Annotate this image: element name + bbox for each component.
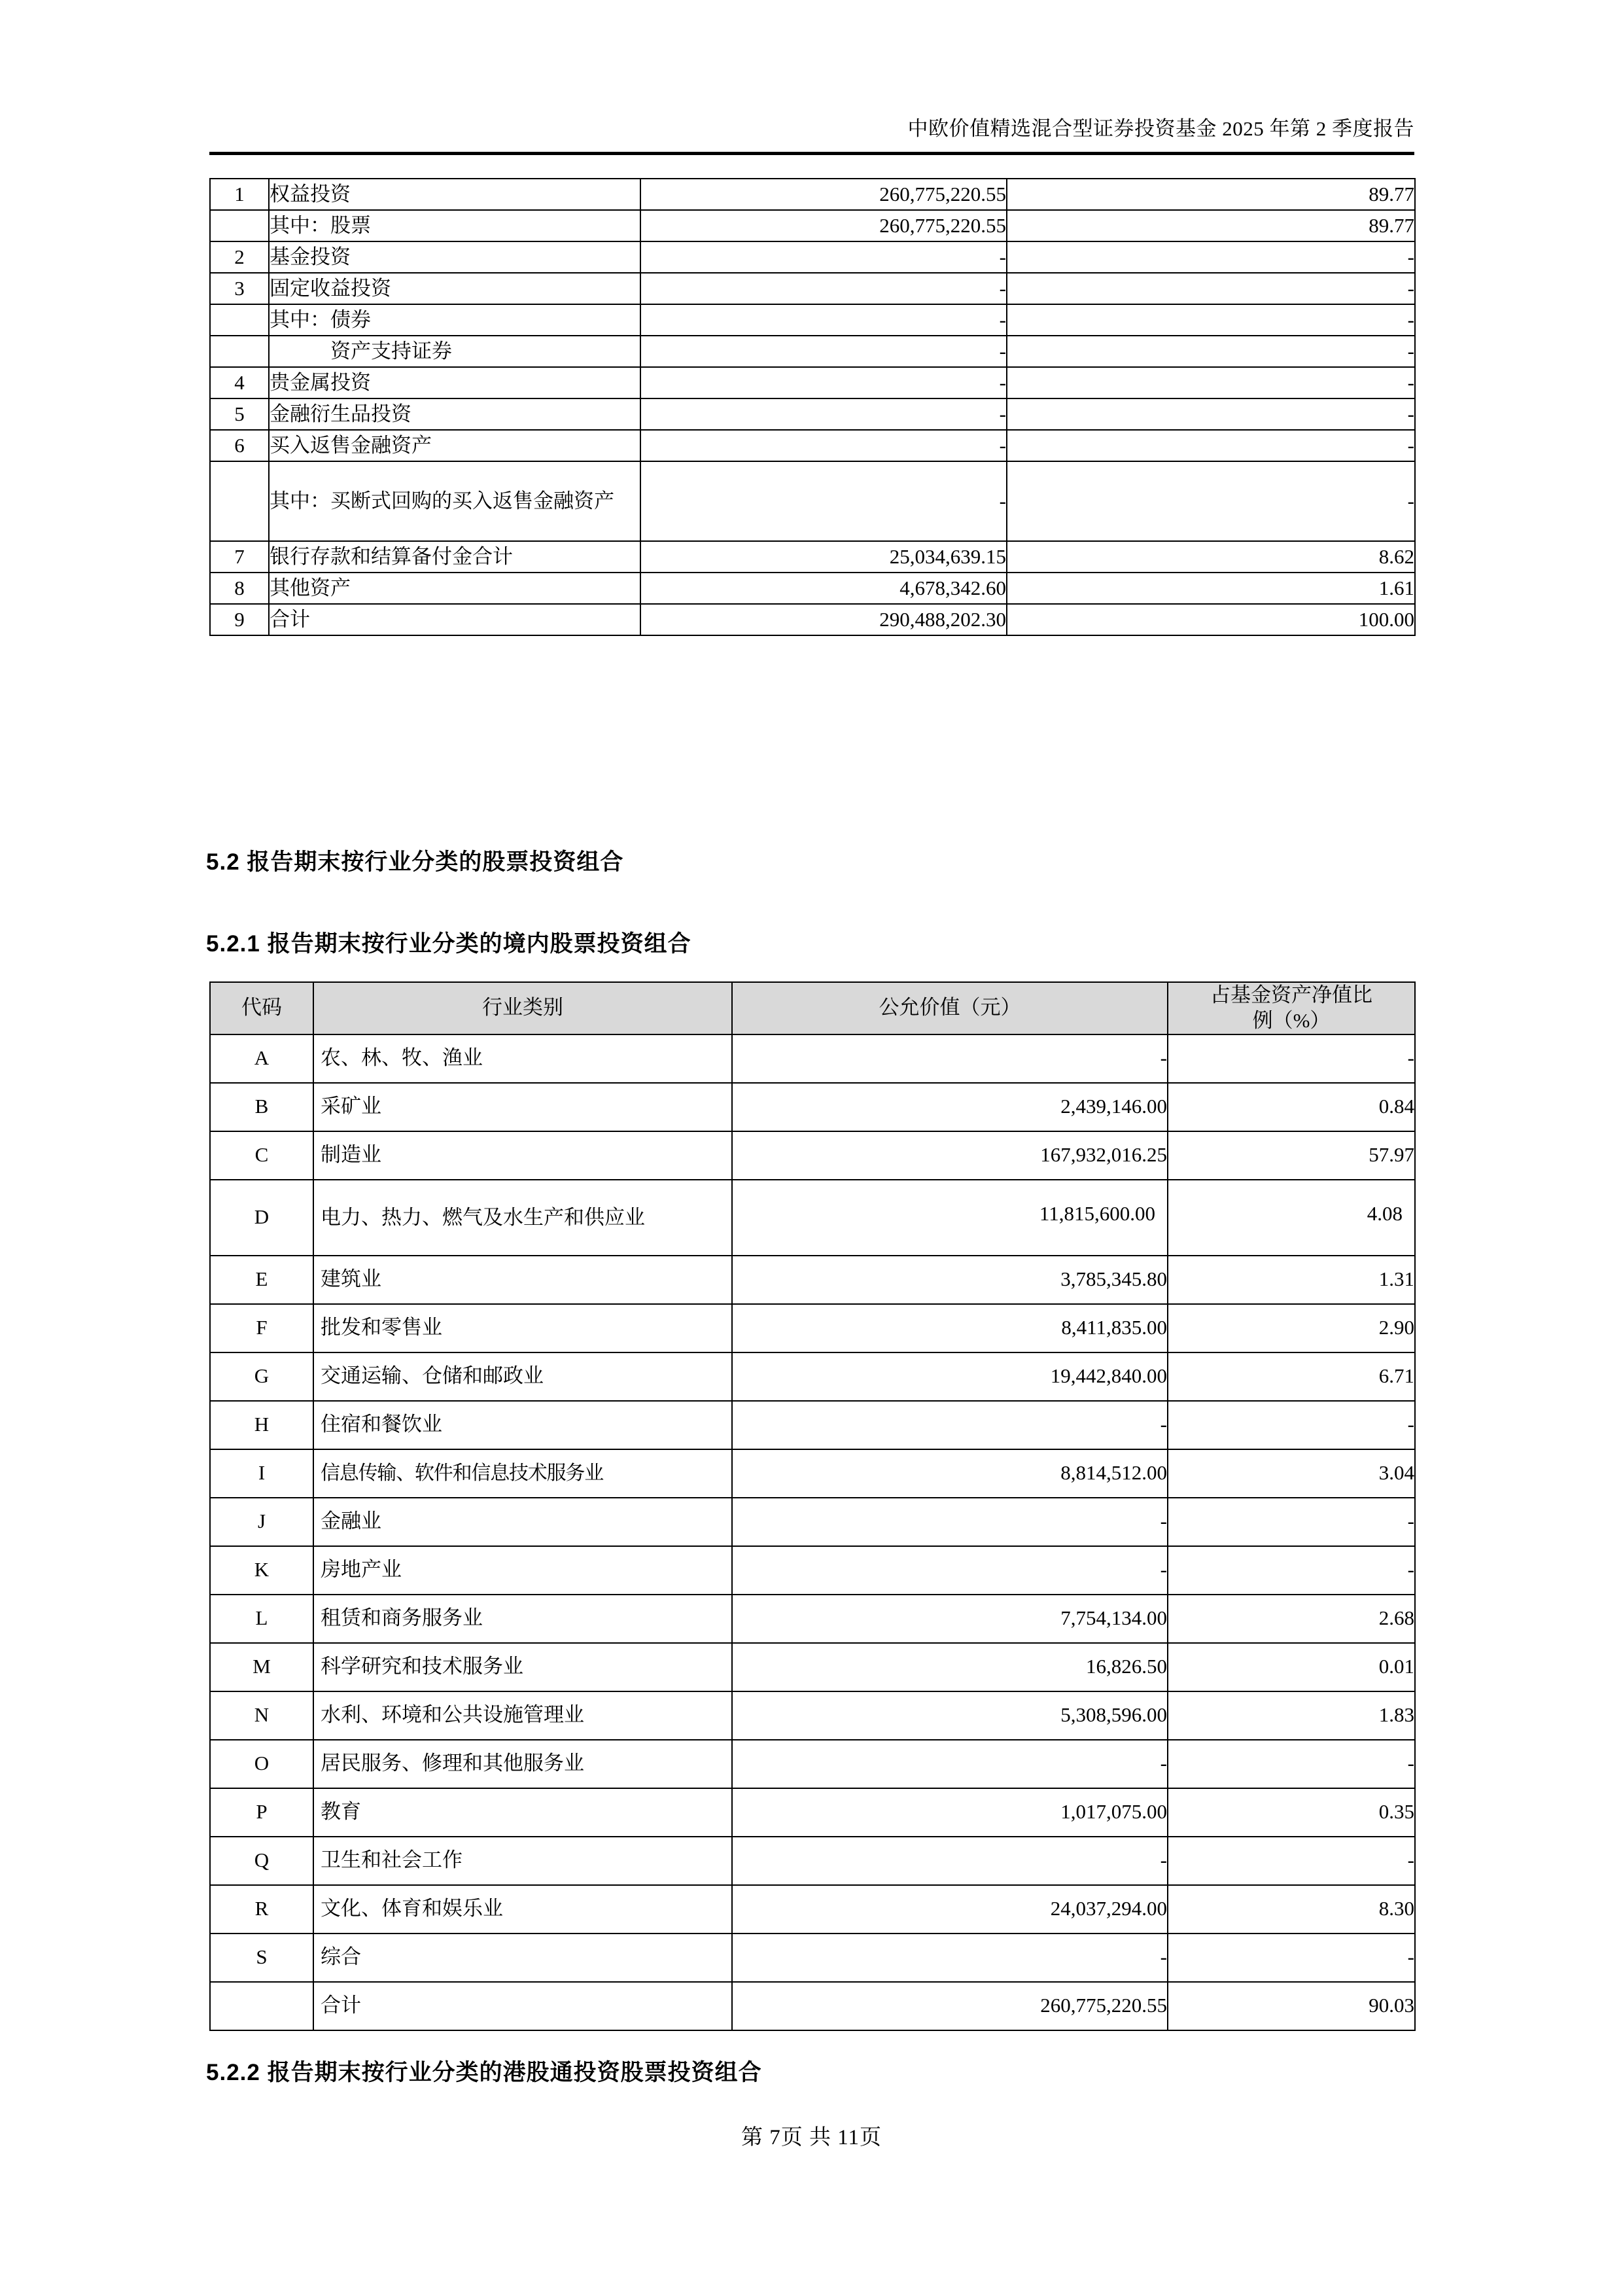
asset-table-body (210, 179, 1415, 635)
row-percent: - (1168, 1401, 1415, 1449)
row-percent: 89.77 (1007, 210, 1415, 241)
row-value: 24,037,294.00 (732, 1885, 1168, 1934)
row-industry: 住宿和餐饮业 (313, 1401, 732, 1449)
row-value: - (640, 398, 1007, 430)
row-value: - (732, 1740, 1168, 1788)
table-row (210, 1546, 1415, 1595)
row-label: 基金投资 (269, 241, 640, 273)
row-value: - (640, 273, 1007, 304)
table-row (210, 1401, 1415, 1449)
row-value: - (732, 1934, 1168, 1982)
row-industry: 电力、热力、燃气及水生产和供应业 (321, 1206, 645, 1229)
row-value: 16,826.50 (732, 1643, 1168, 1691)
row-number (210, 210, 269, 241)
table-row (210, 461, 1415, 541)
row-percent: 1.31 (1168, 1256, 1415, 1304)
row-percent: - (1007, 304, 1415, 336)
table-row (210, 1740, 1415, 1788)
row-label: 其他资产 (269, 573, 640, 604)
row-value: 4,678,342.60 (640, 573, 1007, 604)
row-code (210, 1982, 313, 2030)
table-row-total (210, 1982, 1415, 2030)
table-row (210, 336, 1415, 367)
row-value: - (732, 1546, 1168, 1595)
table-header-row (210, 982, 1415, 1034)
table-row (210, 1595, 1415, 1643)
row-code: J (210, 1498, 313, 1546)
table-row (210, 1449, 1415, 1498)
row-number: 6 (210, 430, 269, 461)
header-divider-rule (209, 152, 1414, 155)
column-header-value: 公允价值（元） (732, 982, 1168, 1034)
row-value: - (732, 1498, 1168, 1546)
row-number: 2 (210, 241, 269, 273)
row-number: 5 (210, 398, 269, 430)
row-industry: 文化、体育和娱乐业 (313, 1885, 732, 1934)
row-percent: 8.62 (1007, 541, 1415, 573)
table-row (210, 430, 1415, 461)
row-percent: - (1007, 336, 1415, 367)
column-header-code: 代码 (210, 982, 313, 1034)
row-label: 贵金属投资 (269, 367, 640, 398)
row-percent: - (1007, 367, 1415, 398)
row-value: - (732, 1034, 1168, 1083)
row-code: R (210, 1885, 313, 1934)
row-label: 金融衍生品投资 (269, 398, 640, 430)
table-row (210, 1498, 1415, 1546)
row-value: 19,442,840.00 (732, 1352, 1168, 1401)
row-percent: 6.71 (1168, 1352, 1415, 1401)
row-number: 4 (210, 367, 269, 398)
row-industry: 采矿业 (313, 1083, 732, 1131)
row-code: G (210, 1352, 313, 1401)
row-industry: 建筑业 (313, 1256, 732, 1304)
row-number (210, 304, 269, 336)
row-code: N (210, 1691, 313, 1740)
row-value: 8,814,512.00 (732, 1449, 1168, 1498)
row-code: L (210, 1595, 313, 1643)
row-number (210, 461, 269, 541)
row-code: Q (210, 1837, 313, 1885)
row-percent: - (1168, 1934, 1415, 1982)
row-value: 260,775,220.55 (640, 210, 1007, 241)
row-industry: 金融业 (313, 1498, 732, 1546)
table-row (210, 1643, 1415, 1691)
industry-table-head (210, 982, 1415, 1034)
row-industry: 综合 (313, 1934, 732, 1982)
table-row (210, 541, 1415, 573)
column-header-industry: 行业类别 (313, 982, 732, 1034)
row-industry: 制造业 (313, 1131, 732, 1180)
page-footer: 第 7页 共 11页 (741, 2126, 882, 2149)
row-percent: 0.84 (1168, 1083, 1415, 1131)
row-code: S (210, 1934, 313, 1982)
row-value: 167,932,016.25 (732, 1131, 1168, 1180)
row-percent: 90.03 (1168, 1982, 1415, 2030)
row-number: 3 (210, 273, 269, 304)
row-percent: 8.30 (1168, 1885, 1415, 1934)
row-percent: 1.83 (1168, 1691, 1415, 1740)
row-code: O (210, 1740, 313, 1788)
row-industry-cell (313, 1180, 732, 1256)
row-percent-cell (1168, 1180, 1415, 1256)
row-code: K (210, 1546, 313, 1595)
row-label: 固定收益投资 (269, 273, 640, 304)
row-value: 5,308,596.00 (732, 1691, 1168, 1740)
table-row (210, 273, 1415, 304)
row-code: C (210, 1131, 313, 1180)
table-row (210, 304, 1415, 336)
row-percent: - (1168, 1498, 1415, 1546)
row-percent: - (1168, 1837, 1415, 1885)
row-industry: 信息传输、软件和信息技术服务业 (313, 1449, 732, 1498)
row-percent: - (1007, 430, 1415, 461)
row-percent: - (1007, 241, 1415, 273)
row-value: 25,034,639.15 (640, 541, 1007, 573)
table-row (210, 1691, 1415, 1740)
page-header: 中欧价值精选混合型证券投资基金 2025 年第 2 季度报告 (907, 117, 1414, 140)
row-code: D (210, 1180, 313, 1256)
row-number: 9 (210, 604, 269, 635)
row-percent: 2.68 (1168, 1595, 1415, 1643)
row-code: M (210, 1643, 313, 1691)
row-label: 其中：债券 (269, 304, 640, 336)
row-value: - (640, 430, 1007, 461)
row-value-cell (732, 1180, 1168, 1256)
row-industry: 合计 (313, 1982, 732, 2030)
section-heading-5-2: 5.2 报告期末按行业分类的股票投资组合 (206, 849, 624, 875)
row-value: 11,815,600.00 (1039, 1202, 1155, 1226)
table-row (210, 1256, 1415, 1304)
table-row (210, 604, 1415, 635)
industry-table-body (210, 1034, 1415, 2030)
row-value: 7,754,134.00 (732, 1595, 1168, 1643)
row-percent: 0.35 (1168, 1788, 1415, 1837)
row-value: - (732, 1401, 1168, 1449)
row-percent: 2.90 (1168, 1304, 1415, 1352)
row-value: - (640, 367, 1007, 398)
row-label: 资产支持证券 (269, 336, 640, 367)
table-row (210, 1837, 1415, 1885)
row-number: 8 (210, 573, 269, 604)
row-percent: 0.01 (1168, 1643, 1415, 1691)
table-row (210, 210, 1415, 241)
table-row (210, 1885, 1415, 1934)
row-number: 1 (210, 179, 269, 210)
row-label: 权益投资 (269, 179, 640, 210)
table-row (210, 1788, 1415, 1837)
table-row (210, 179, 1415, 210)
row-industry: 租赁和商务服务业 (313, 1595, 732, 1643)
column-header-percent-line2: 例（%） (1252, 1008, 1331, 1032)
row-industry: 科学研究和技术服务业 (313, 1643, 732, 1691)
row-industry: 水利、环境和公共设施管理业 (313, 1691, 732, 1740)
row-industry: 教育 (313, 1788, 732, 1837)
row-percent: - (1007, 398, 1415, 430)
table-row (210, 1034, 1415, 1083)
row-industry: 批发和零售业 (313, 1304, 732, 1352)
industry-investment-table (209, 981, 1416, 2031)
row-code: I (210, 1449, 313, 1498)
row-value: 8,411,835.00 (732, 1304, 1168, 1352)
table-row (210, 1304, 1415, 1352)
row-label: 银行存款和结算备付金合计 (269, 541, 640, 573)
table-row (210, 1934, 1415, 1982)
table-row (210, 1180, 1415, 1256)
table-row (210, 398, 1415, 430)
row-label: 买入返售金融资产 (269, 430, 640, 461)
row-value: 260,775,220.55 (732, 1982, 1168, 2030)
row-industry: 房地产业 (313, 1546, 732, 1595)
section-heading-5-2-1: 5.2.1 报告期末按行业分类的境内股票投资组合 (206, 931, 691, 957)
asset-composition-table (209, 178, 1416, 636)
row-percent: - (1168, 1740, 1415, 1788)
row-code: A (210, 1034, 313, 1083)
row-industry: 居民服务、修理和其他服务业 (313, 1740, 732, 1788)
table-row (210, 367, 1415, 398)
row-value: 3,785,345.80 (732, 1256, 1168, 1304)
row-code: E (210, 1256, 313, 1304)
row-number: 7 (210, 541, 269, 573)
row-industry: 交通运输、仓储和邮政业 (313, 1352, 732, 1401)
table-row (210, 1131, 1415, 1180)
row-percent: - (1007, 273, 1415, 304)
column-header-percent (1168, 982, 1415, 1034)
row-value: - (640, 461, 1007, 541)
row-code: H (210, 1401, 313, 1449)
row-value: - (732, 1837, 1168, 1885)
row-value: 290,488,202.30 (640, 604, 1007, 635)
row-value: 2,439,146.00 (732, 1083, 1168, 1131)
row-percent: 89.77 (1007, 179, 1415, 210)
row-percent: - (1168, 1034, 1415, 1083)
row-code: P (210, 1788, 313, 1837)
table-row (210, 1083, 1415, 1131)
row-label: 其中：股票 (269, 210, 640, 241)
row-code: F (210, 1304, 313, 1352)
row-value: 260,775,220.55 (640, 179, 1007, 210)
row-percent: 57.97 (1168, 1131, 1415, 1180)
row-percent: 1.61 (1007, 573, 1415, 604)
column-header-percent-line1: 占基金资产净值比 (1210, 983, 1372, 1006)
row-value: 1,017,075.00 (732, 1788, 1168, 1837)
row-code: B (210, 1083, 313, 1131)
table-row (210, 573, 1415, 604)
row-percent: - (1007, 461, 1415, 541)
row-percent: 4.08 (1367, 1202, 1403, 1226)
section-heading-5-2-2: 5.2.2 报告期末按行业分类的港股通投资股票投资组合 (206, 2060, 762, 2085)
row-industry: 农、林、牧、渔业 (313, 1034, 732, 1083)
row-label: 其中：买断式回购的买入返售金融资产 (269, 461, 640, 541)
row-percent: 100.00 (1007, 604, 1415, 635)
table-row (210, 241, 1415, 273)
table-row (210, 1352, 1415, 1401)
row-label: 合计 (269, 604, 640, 635)
row-percent: - (1168, 1546, 1415, 1595)
row-industry: 卫生和社会工作 (313, 1837, 732, 1885)
row-number (210, 336, 269, 367)
row-value: - (640, 241, 1007, 273)
row-percent: 3.04 (1168, 1449, 1415, 1498)
row-value: - (640, 304, 1007, 336)
row-value: - (640, 336, 1007, 367)
